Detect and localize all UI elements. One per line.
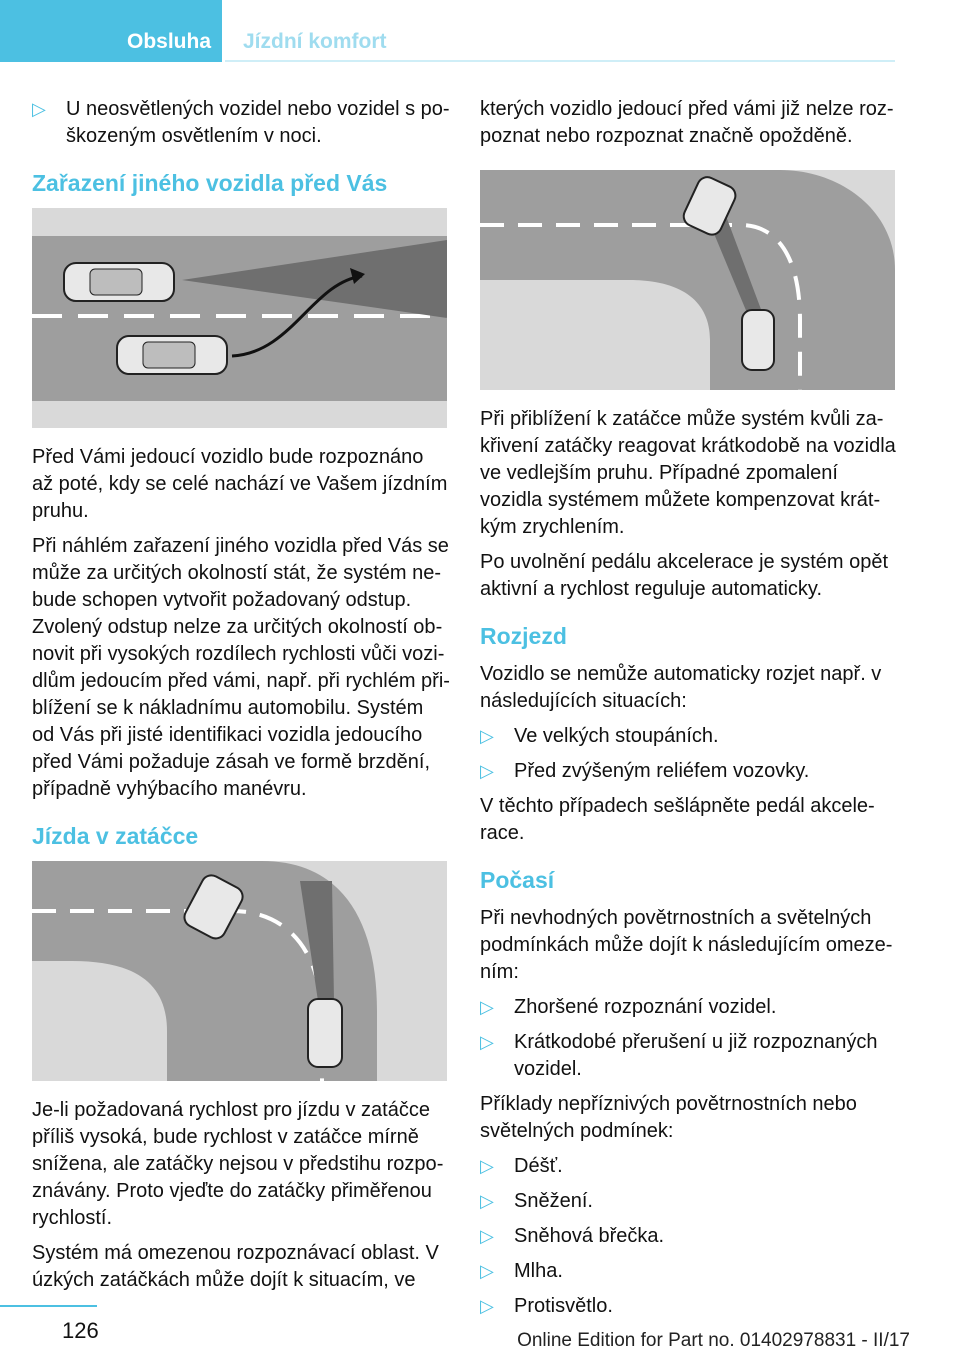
header-subsection-tab xyxy=(225,0,895,62)
car-icon xyxy=(117,336,227,374)
paragraph: Je-li požadovaná rychlost pro jízdu v zatáčce příliš vysoká, bude rychlost v zatáčce mírně snížena, ale zatáčky nejsou v předstihu rozpoznávány. Proto vjeďte do zatáčky přiměřenou rychlostí. xyxy=(32,1099,444,1229)
list-item xyxy=(32,96,450,150)
bullet-triangle-icon: ▷ xyxy=(480,1191,494,1211)
right-column xyxy=(480,96,900,1328)
list-item-text: Déšť. xyxy=(514,1155,563,1177)
list-item xyxy=(480,1153,900,1180)
list-item xyxy=(480,1258,900,1285)
section-heading: Zařazení jiného vozidla před Vás xyxy=(32,170,388,196)
left-column xyxy=(32,96,450,1302)
bullet-triangle-icon: ▷ xyxy=(480,1032,494,1052)
list-item-text: Sněžení. xyxy=(514,1190,593,1212)
paragraph: Před Vámi jedoucí vozidlo bude rozpoznáno až poté, kdy se celé nachází ve Vašem jízdním pruhu. xyxy=(32,446,448,522)
bullet-triangle-icon: ▷ xyxy=(480,1296,494,1316)
paragraph: Vozidlo se nemůže automaticky rozjet např. v následujících situacích: xyxy=(480,663,882,712)
header-section-tab xyxy=(0,0,222,62)
paragraph: Příklady nepříznivých povětrnostních nebo světelných podmínek: xyxy=(480,1093,857,1142)
figure-curve xyxy=(32,861,447,1081)
footer-edition: Online Edition for Part no. 01402978831 - II/17 xyxy=(517,1330,910,1351)
bullet-triangle-icon: ▷ xyxy=(32,99,46,119)
list-item xyxy=(480,994,900,1021)
list-item xyxy=(480,758,900,785)
bullet-triangle-icon: ▷ xyxy=(480,761,494,781)
bullet-triangle-icon: ▷ xyxy=(480,1156,494,1176)
car-icon xyxy=(64,263,174,301)
list-item-text: Krátkodobé přerušení u již rozpoznaných vozidel. xyxy=(514,1031,878,1080)
list-item xyxy=(480,1188,900,1215)
list-item xyxy=(480,1293,900,1320)
car-icon xyxy=(742,310,774,370)
paragraph: Po uvolnění pedálu akcelerace je systém opět aktivní a rychlost reguluje automaticky. xyxy=(480,551,889,600)
section-heading: Rozjezd xyxy=(480,623,567,649)
bullet-triangle-icon: ▷ xyxy=(480,997,494,1017)
list-item-text: U neosvětlených vozidel nebo vozidel s poškozeným osvětlením v noci. xyxy=(66,98,450,147)
list-item-text: Ve velkých stoupáních. xyxy=(514,725,719,747)
bullet-triangle-icon: ▷ xyxy=(480,1261,494,1281)
list-item xyxy=(480,723,900,750)
page-number: 126 xyxy=(62,1318,99,1343)
page-number-rule xyxy=(0,1305,97,1307)
list-item xyxy=(480,1029,900,1083)
section-heading: Počasí xyxy=(480,867,555,893)
paragraph: V těchto případech sešlápněte pedál akcelerace. xyxy=(480,795,875,844)
list-item-text: Před zvýšeným reliéfem vozovky. xyxy=(514,760,810,782)
paragraph: Při nevhodných povětrnostních a světelných podmínkách může dojít k následujícím omezením: xyxy=(480,907,893,983)
list-item-text: Protisvětlo. xyxy=(514,1295,613,1317)
figure-lane-change xyxy=(32,208,447,428)
car-icon xyxy=(308,999,342,1067)
header-section: Obsluha xyxy=(127,30,212,53)
paragraph: Systém má omezenou rozpoznávací oblast. V úzkých zatáčkách může dojít k situacím, ve xyxy=(32,1242,439,1291)
bullet-triangle-icon: ▷ xyxy=(480,1226,494,1246)
list-item xyxy=(480,1223,900,1250)
paragraph: Při přiblížení k zatáčce může systém kvůli zakřivení zatáčky reagovat krátkodobě na vozidla ve vedlejším pruhu. Případné zpomalení vozidla systémem můžete kompenzovat krátkým zrychlením. xyxy=(480,408,896,538)
figure-adjacent-lane xyxy=(480,170,895,390)
bullet-triangle-icon: ▷ xyxy=(480,726,494,746)
section-heading: Jízda v zatáčce xyxy=(32,823,199,849)
paragraph: Při náhlém zařazení jiného vozidla před Vás se může za určitých okolností stát, že systém nebude schopen vytvořit požadovaný odstup. Zvolený odstup nelze za určitých okolností obnovit při vysokých rozdílech rychlosti vůči vozidlům jedoucím před vámi, např. při rychlém přiblížení se k nákladnímu automobilu. Systém od Vás při jisté identifikaci vozidla jedoucího před Vámi požaduje zásah ve formě brzdění, případně vyhýbacího manévru. xyxy=(32,535,450,800)
paragraph: kterých vozidlo jedoucí před vámi již nelze rozpoznat nebo rozpoznat značně opožděně. xyxy=(480,98,894,147)
list-item-text: Zhoršené rozpoznání vozidel. xyxy=(514,996,777,1018)
list-item-text: Mlha. xyxy=(514,1260,563,1282)
list-item-text: Sněhová břečka. xyxy=(514,1225,665,1247)
header-subsection: Jízdní komfort xyxy=(243,30,387,53)
